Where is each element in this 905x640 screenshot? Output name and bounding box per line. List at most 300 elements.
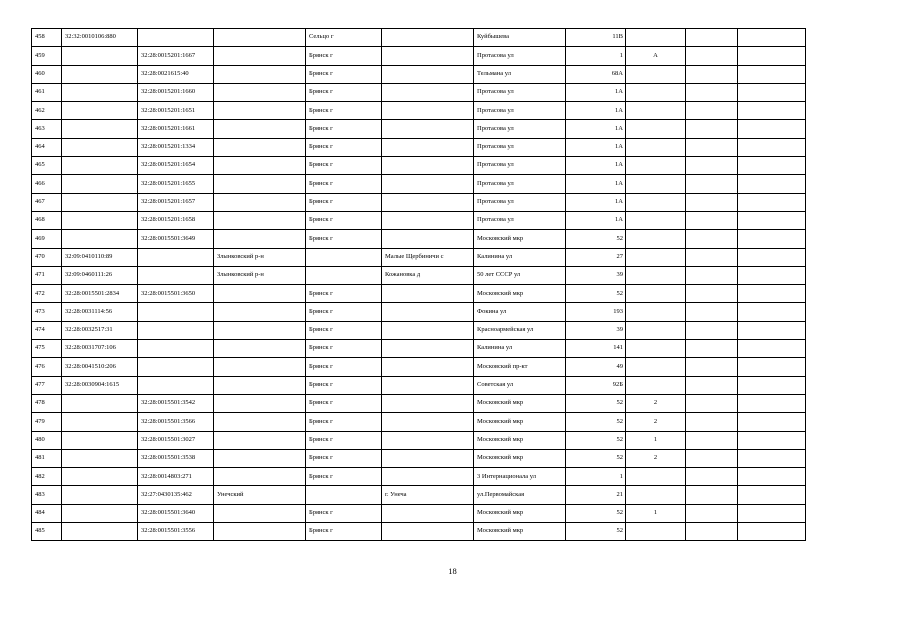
table-cell (686, 29, 738, 47)
table-cell (214, 285, 306, 303)
table-cell (686, 157, 738, 175)
table-cell (626, 102, 686, 120)
table-cell: Московский мкр (474, 504, 566, 522)
table-cell: 468 (32, 211, 62, 229)
table-cell: 2 (626, 394, 686, 412)
table-cell: 32:28:0015501:3649 (138, 230, 214, 248)
table-cell (686, 504, 738, 522)
table-cell: 32:28:0015201:1655 (138, 175, 214, 193)
table-cell: 1 (566, 468, 626, 486)
table-cell (214, 138, 306, 156)
table-row (32, 340, 806, 358)
table-cell: 32:28:0015201:1651 (138, 102, 214, 120)
table-cell (686, 193, 738, 211)
table-cell (738, 285, 806, 303)
table-cell: 479 (32, 413, 62, 431)
table-cell (62, 394, 138, 412)
table-cell: Калинина ул (474, 340, 566, 358)
table-cell (382, 120, 474, 138)
table-row (32, 65, 806, 83)
table-cell: 32:28:0015501:3542 (138, 394, 214, 412)
table-cell (214, 523, 306, 541)
table-cell: 1А (566, 138, 626, 156)
table-cell (62, 449, 138, 467)
table-cell (738, 65, 806, 83)
table-cell: 32:28:0015501:2834 (62, 285, 138, 303)
table-cell (62, 83, 138, 101)
table-cell: 470 (32, 248, 62, 266)
table-cell (626, 376, 686, 394)
table-row (32, 394, 806, 412)
table-cell: 32:32:0010106:880 (62, 29, 138, 47)
table-row (32, 211, 806, 229)
table-cell (382, 47, 474, 65)
table-cell: Злынковский р-н (214, 266, 306, 284)
table-cell (214, 394, 306, 412)
table-cell (214, 102, 306, 120)
table-cell (686, 486, 738, 504)
table-cell (626, 193, 686, 211)
table-cell (62, 504, 138, 522)
table-row (32, 138, 806, 156)
table-cell (214, 157, 306, 175)
table-cell: 32:28:0015201:1654 (138, 157, 214, 175)
table-cell: Брянск г (306, 340, 382, 358)
table-cell: Московский пр-кт (474, 358, 566, 376)
table-cell (382, 523, 474, 541)
table-cell: 50 лет СССР ул (474, 266, 566, 284)
table-cell: Красноармейская ул (474, 321, 566, 339)
table-cell: 481 (32, 449, 62, 467)
table-cell: 477 (32, 376, 62, 394)
table-cell (738, 248, 806, 266)
table-cell: Брянск г (306, 157, 382, 175)
table-cell (382, 321, 474, 339)
table-cell: Московский мкр (474, 523, 566, 541)
table-cell: 474 (32, 321, 62, 339)
table-cell: Брянск г (306, 102, 382, 120)
table-cell (626, 157, 686, 175)
table-cell (62, 102, 138, 120)
table-cell: Протасова ул (474, 211, 566, 229)
table-cell: 469 (32, 230, 62, 248)
table-cell: Московский мкр (474, 285, 566, 303)
table-cell (738, 321, 806, 339)
table-cell: Тельмана ул (474, 65, 566, 83)
table-cell: 1 (626, 431, 686, 449)
table-cell (738, 394, 806, 412)
table-row (32, 413, 806, 431)
table-cell: Брянск г (306, 504, 382, 522)
table-cell: 49 (566, 358, 626, 376)
table-cell: Московский мкр (474, 449, 566, 467)
table-cell (686, 120, 738, 138)
table-cell: 462 (32, 102, 62, 120)
table-cell: Брянск г (306, 138, 382, 156)
table-cell: 39 (566, 266, 626, 284)
table-cell (382, 285, 474, 303)
table-cell (382, 211, 474, 229)
table-cell (214, 413, 306, 431)
table-cell: 52 (566, 449, 626, 467)
table-cell (738, 468, 806, 486)
table-cell (62, 65, 138, 83)
table-cell (382, 29, 474, 47)
table-cell: 32:28:0021615:40 (138, 65, 214, 83)
table-cell (686, 138, 738, 156)
table-cell (686, 413, 738, 431)
table-cell (62, 211, 138, 229)
table-cell (738, 266, 806, 284)
table-cell: Брянск г (306, 285, 382, 303)
table-cell (686, 230, 738, 248)
table-cell (738, 376, 806, 394)
table-cell: Брянск г (306, 303, 382, 321)
table-cell: 485 (32, 523, 62, 541)
table-cell: 2 (626, 449, 686, 467)
table-cell: 32:28:0015501:3556 (138, 523, 214, 541)
table-cell (214, 29, 306, 47)
table-row (32, 120, 806, 138)
table-cell: 3 Интернационала ул (474, 468, 566, 486)
table-cell (138, 266, 214, 284)
table-cell: 482 (32, 468, 62, 486)
table-cell: 52 (566, 504, 626, 522)
table-cell: 32:28:0015201:1334 (138, 138, 214, 156)
table-cell: Протасова ул (474, 120, 566, 138)
table-cell (214, 83, 306, 101)
table-cell (138, 376, 214, 394)
table-cell: Брянск г (306, 394, 382, 412)
table-cell: 1А (566, 193, 626, 211)
table-cell: Протасова ул (474, 175, 566, 193)
table-cell: Московский мкр (474, 413, 566, 431)
table-row (32, 504, 806, 522)
table-cell (382, 230, 474, 248)
table-cell: г. Унеча (382, 486, 474, 504)
table-cell: Брянск г (306, 175, 382, 193)
table-cell: 458 (32, 29, 62, 47)
table-cell (626, 230, 686, 248)
table-cell: 2 (626, 413, 686, 431)
table-cell (686, 47, 738, 65)
table-cell (626, 29, 686, 47)
table-cell (738, 193, 806, 211)
table-cell (626, 468, 686, 486)
table-cell (626, 358, 686, 376)
table-cell (214, 230, 306, 248)
table-cell: 460 (32, 65, 62, 83)
table-cell: 484 (32, 504, 62, 522)
table-cell: Брянск г (306, 211, 382, 229)
table-cell (738, 486, 806, 504)
table-cell (686, 248, 738, 266)
table-row (32, 486, 806, 504)
table-cell (382, 358, 474, 376)
table-row (32, 47, 806, 65)
table-cell (626, 266, 686, 284)
table-cell (738, 230, 806, 248)
table-cell: 467 (32, 193, 62, 211)
table-row (32, 523, 806, 541)
table-cell: 473 (32, 303, 62, 321)
table-cell: 32:28:0041510:206 (62, 358, 138, 376)
table-cell (138, 248, 214, 266)
table-cell: Московский мкр (474, 431, 566, 449)
table-cell (738, 102, 806, 120)
table-cell (382, 431, 474, 449)
table-cell (382, 193, 474, 211)
table-cell (626, 523, 686, 541)
table-cell: 471 (32, 266, 62, 284)
table-cell: Фокина ул (474, 303, 566, 321)
table-cell: 464 (32, 138, 62, 156)
table-cell: 32:28:0031114:56 (62, 303, 138, 321)
table-cell: 1А (566, 157, 626, 175)
table-cell: 1А (566, 175, 626, 193)
table-cell (738, 431, 806, 449)
table-cell: 1А (566, 211, 626, 229)
table-cell: 478 (32, 394, 62, 412)
table-row (32, 248, 806, 266)
table-cell: Брянск г (306, 358, 382, 376)
table-cell: Брянск г (306, 431, 382, 449)
table-cell: Протасова ул (474, 83, 566, 101)
table-cell (382, 102, 474, 120)
table-cell: 461 (32, 83, 62, 101)
table-cell: 32:28:0015201:1661 (138, 120, 214, 138)
table-cell (138, 303, 214, 321)
table-cell (214, 376, 306, 394)
table-cell (626, 211, 686, 229)
table-cell (306, 248, 382, 266)
table-cell (686, 175, 738, 193)
table-cell (214, 431, 306, 449)
table-cell (626, 65, 686, 83)
table-cell: 32:28:0015201:1660 (138, 83, 214, 101)
table-cell: 32:28:0015501:3027 (138, 431, 214, 449)
table-cell: 32:28:0031707:106 (62, 340, 138, 358)
table-cell: Протасова ул (474, 157, 566, 175)
table-cell (626, 486, 686, 504)
table-row (32, 230, 806, 248)
table-row (32, 83, 806, 101)
table-cell (738, 29, 806, 47)
table-row (32, 193, 806, 211)
table-cell (62, 468, 138, 486)
table-row (32, 175, 806, 193)
table-cell (686, 523, 738, 541)
table-cell (686, 358, 738, 376)
table-cell (738, 47, 806, 65)
table-cell: 459 (32, 47, 62, 65)
table-cell (214, 47, 306, 65)
table-row (32, 376, 806, 394)
table-row (32, 285, 806, 303)
table-cell (686, 303, 738, 321)
table-cell: 476 (32, 358, 62, 376)
table-row (32, 303, 806, 321)
table-cell (686, 431, 738, 449)
table-cell: 193 (566, 303, 626, 321)
table-cell (382, 138, 474, 156)
table-cell: 32:09:0460111:26 (62, 266, 138, 284)
registry-table (31, 28, 806, 541)
table-cell (62, 138, 138, 156)
table-cell: Калинина ул (474, 248, 566, 266)
table-cell: 480 (32, 431, 62, 449)
table-cell (382, 175, 474, 193)
table-cell: Брянск г (306, 413, 382, 431)
table-cell: ул.Первомайская (474, 486, 566, 504)
table-cell: 68А (566, 65, 626, 83)
table-cell (382, 303, 474, 321)
table-cell (686, 340, 738, 358)
table-cell: Брянск г (306, 376, 382, 394)
table-cell (686, 266, 738, 284)
table-cell (214, 358, 306, 376)
table-cell: Брянск г (306, 321, 382, 339)
table-cell (686, 321, 738, 339)
table-cell: Брянск г (306, 65, 382, 83)
table-row (32, 449, 806, 467)
table-cell: Брянск г (306, 83, 382, 101)
table-cell (686, 211, 738, 229)
table-cell (626, 83, 686, 101)
table-cell: Унечский (214, 486, 306, 504)
table-cell: 32:28:0015501:3566 (138, 413, 214, 431)
table-cell: 92Б (566, 376, 626, 394)
table-cell (686, 102, 738, 120)
table-cell (738, 83, 806, 101)
table-cell (738, 157, 806, 175)
table-cell (214, 303, 306, 321)
table-cell: 32:28:0015201:1667 (138, 47, 214, 65)
table-cell (138, 358, 214, 376)
table-cell (382, 340, 474, 358)
table-cell: 39 (566, 321, 626, 339)
table-cell: Протасова ул (474, 47, 566, 65)
table-cell: 21 (566, 486, 626, 504)
table-cell: 52 (566, 285, 626, 303)
table-cell: Брянск г (306, 449, 382, 467)
table-cell: Брянск г (306, 230, 382, 248)
table-cell: Протасова ул (474, 193, 566, 211)
table-cell (738, 211, 806, 229)
table-cell (382, 449, 474, 467)
table-cell (62, 431, 138, 449)
table-cell (626, 248, 686, 266)
table-cell: 463 (32, 120, 62, 138)
table-row (32, 321, 806, 339)
table-cell (214, 449, 306, 467)
table-cell: 52 (566, 413, 626, 431)
table-cell: 475 (32, 340, 62, 358)
table-cell (686, 394, 738, 412)
table-cell (214, 175, 306, 193)
table-cell: Брянск г (306, 120, 382, 138)
table-cell: Брянск г (306, 47, 382, 65)
table-cell: Брянск г (306, 468, 382, 486)
table-cell (382, 504, 474, 522)
table-cell: 1А (566, 83, 626, 101)
table-cell (214, 193, 306, 211)
table-cell: 32:28:0015501:3538 (138, 449, 214, 467)
table-row (32, 29, 806, 47)
table-cell (62, 193, 138, 211)
table-cell (738, 358, 806, 376)
table-cell (214, 65, 306, 83)
table-cell (626, 321, 686, 339)
table-cell: Протасова ул (474, 102, 566, 120)
table-cell (306, 486, 382, 504)
table-cell: 27 (566, 248, 626, 266)
table-cell (138, 321, 214, 339)
table-cell: 52 (566, 431, 626, 449)
table-cell: Малые Щербиничи с (382, 248, 474, 266)
table-row (32, 102, 806, 120)
table-cell: 32:28:0030904:1615 (62, 376, 138, 394)
table-cell: 483 (32, 486, 62, 504)
table-cell: Брянск г (306, 523, 382, 541)
table-cell: 52 (566, 394, 626, 412)
table-cell: 52 (566, 523, 626, 541)
table-cell (214, 340, 306, 358)
table-cell (62, 486, 138, 504)
table-cell: 1 (626, 504, 686, 522)
table-cell (214, 504, 306, 522)
table-cell (738, 504, 806, 522)
table-cell (626, 120, 686, 138)
table-cell (382, 65, 474, 83)
table-cell (738, 175, 806, 193)
table-cell (738, 303, 806, 321)
table-cell (626, 285, 686, 303)
table-row (32, 157, 806, 175)
table-cell (382, 83, 474, 101)
table-cell: Брянск г (306, 193, 382, 211)
table-cell (214, 321, 306, 339)
table-row (32, 266, 806, 284)
table-cell: 472 (32, 285, 62, 303)
table-cell: 32:28:0015201:1657 (138, 193, 214, 211)
table-row (32, 431, 806, 449)
table-cell (738, 340, 806, 358)
table-row (32, 468, 806, 486)
table-cell: 465 (32, 157, 62, 175)
table-cell (686, 65, 738, 83)
table-cell: Куйбышева (474, 29, 566, 47)
table-cell (62, 157, 138, 175)
table-cell: Кожановка д (382, 266, 474, 284)
table-cell (62, 47, 138, 65)
table-cell (138, 340, 214, 358)
table-cell (738, 138, 806, 156)
table-cell: 32:28:0014803:271 (138, 468, 214, 486)
table-cell: 11В (566, 29, 626, 47)
table-cell: Советская ул (474, 376, 566, 394)
table-cell (214, 211, 306, 229)
table-row (32, 358, 806, 376)
table-cell: А (626, 47, 686, 65)
table-body (32, 29, 806, 541)
table-cell: 32:27:0430135:462 (138, 486, 214, 504)
table-cell (686, 83, 738, 101)
table-cell: 52 (566, 230, 626, 248)
table-cell: 32:28:0015501:3650 (138, 285, 214, 303)
table-cell (626, 138, 686, 156)
table-cell (738, 449, 806, 467)
